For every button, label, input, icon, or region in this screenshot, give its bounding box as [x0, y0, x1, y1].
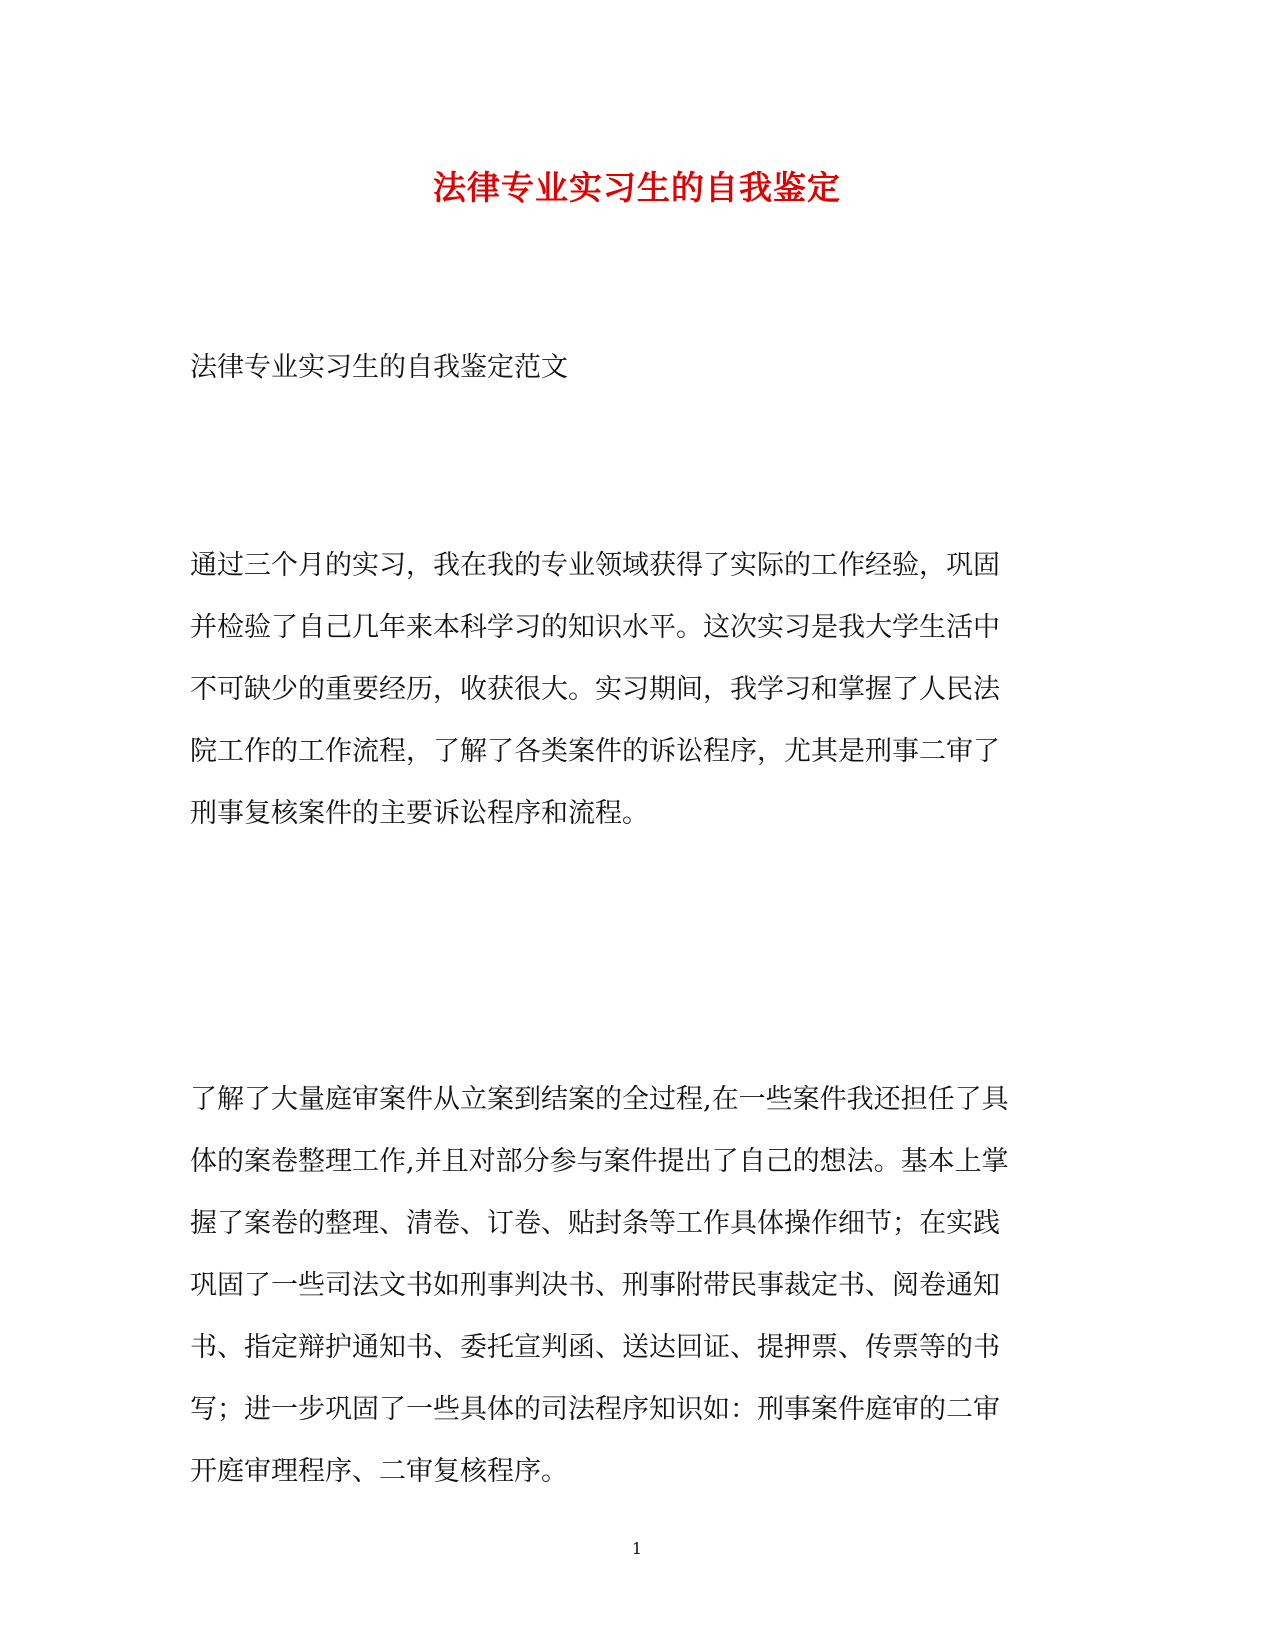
paragraph-line: 巩固了一些司法文书如刑事判决书、刑事附带民事裁定书、阅卷通知	[190, 1270, 1000, 1301]
document-subtitle: 法律专业实习生的自我鉴定范文	[190, 352, 568, 383]
paragraph-1	[190, 535, 1090, 845]
paragraph-line: 刑事复核案件的主要诉讼程序和流程。	[190, 798, 649, 829]
paragraph-line: 开庭审理程序、二审复核程序。	[190, 1456, 568, 1487]
paragraph-line: 握了案卷的整理、清卷、订卷、贴封条等工作具体操作细节；在实践	[190, 1208, 1000, 1239]
paragraph-line: 通过三个月的实习，我在我的专业领域获得了实际的工作经验，巩固	[190, 550, 1000, 581]
paragraph-line: 院工作的工作流程，了解了各类案件的诉讼程序，尤其是刑事二审了	[190, 736, 1000, 767]
paragraph-line: 并检验了自己几年来本科学习的知识水平。这次实习是我大学生活中	[190, 612, 1000, 643]
paragraph-2	[190, 1069, 1090, 1503]
paragraph-line: 写；进一步巩固了一些具体的司法程序知识如：刑事案件庭审的二审	[190, 1394, 1000, 1425]
paragraph-line: 不可缺少的重要经历，收获很大。实习期间，我学习和掌握了人民法	[190, 674, 1000, 705]
page-number: 1	[631, 1539, 643, 1558]
paragraph-line: 体的案卷整理工作,并且对部分参与案件提出了自己的想法。基本上掌	[190, 1146, 1009, 1177]
document-title: 法律专业实习生的自我鉴定	[433, 168, 841, 207]
paragraph-line: 了解了大量庭审案件从立案到结案的全过程,在一些案件我还担任了具	[190, 1084, 1009, 1115]
paragraph-line: 书、指定辩护通知书、委托宣判函、送达回证、提押票、传票等的书	[190, 1332, 1000, 1363]
